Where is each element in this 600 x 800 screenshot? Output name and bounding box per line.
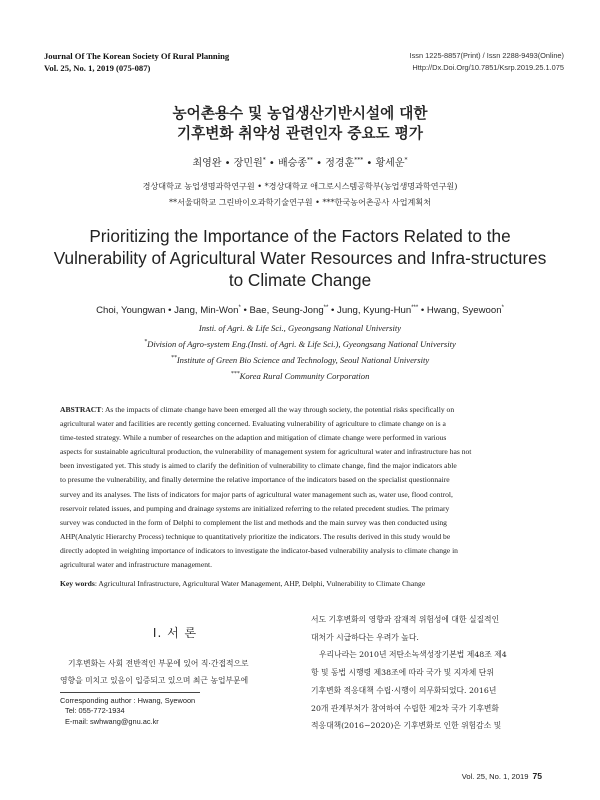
abstract-line-2: time-tested strategy. While a number of researches on the adaption and mitigation of climate change were performed in various [60,433,447,443]
section-title-introduction: I. 서 론 [152,626,198,640]
en-author-2: Jang, Min-Won [174,305,239,316]
en-affil-3-row [0,352,600,368]
english-affiliations [0,320,600,384]
abstract-line-0 [60,403,544,417]
ko-author-5: 황세운 [375,158,405,169]
en-affil-4-mark: *** [230,371,240,378]
issn-doi-block [410,50,564,74]
korean-title-line1: 농어촌용수 및 농업생산기반시설에 대한 [172,105,428,122]
abstract-line-9: AHP(Analytic Hierarchy Process) technique to quantitatively prioritize the indicators. The results derived in this study would be [60,531,451,541]
corresponding-author-name: Corresponding author : Hwang, Syewoon [60,696,196,705]
intro-right-line-2: 우리나라는 2010년 저탄소녹색성장기본법 제48조 제4 [319,650,507,660]
en-author-5-mark: * [501,304,504,311]
keywords-label: Key words [60,579,95,588]
corresponding-author [60,696,195,727]
korean-authors: 최영완 • 장민원* • 배승종** • 정경훈*** • 황세운* [192,156,408,169]
intro-left-column [60,655,292,689]
abstract-line-8: survey was conducted in the form of Delphi to complement the list and methods and the main survey was then conducted using [60,517,447,527]
en-author-4-mark: *** [411,304,419,311]
intro-right-line-4: 기후변화 적응대책 수립·시행이 의무화되었다. 2016년 [311,685,497,695]
doi-link[interactable]: Http://Dx.Doi.Org/10.7851/Ksrp.2019.25.1.075 [412,63,564,72]
en-author-4: Jung, Kyung-Hun [337,305,412,316]
abstract-line-5: to presume the vulnerability, and finally determine the relative importance of the indicators based on the specialist questionnaire [60,475,450,485]
abstract [60,403,544,572]
en-affil-4-row [0,368,600,384]
ko-author-3-mark: ** [306,156,313,164]
abstract-label: ABSTRACT [60,405,102,414]
en-author-1: Choi, Youngwan [96,305,166,316]
intro-left-line-1: 영향을 미치고 있음이 입증되고 있으며 최근 농업부문에 [60,676,249,685]
intro-right-line-1: 대처가 시급하다는 우려가 높다. [311,632,419,642]
en-author-3: Bae, Seung-Jong [249,305,324,316]
en-affil-2-row [0,336,600,352]
intro-right-line-6: 적응대책(2016∼2020)은 기후변화로 인한 위험감소 및 [311,721,502,731]
journal-name: Journal Of The Korean Society Of Rural Planning [44,51,230,61]
abstract-line-7: reservoir related issues, and pumping and drainage systems are initialized referring to the related precedent studies. The primary [60,503,450,513]
english-title-line2: Vulnerability of Agricultural Water Resources and Infra-structures [53,248,547,268]
abstract-line-6: survey and its analyses. The lists of indicators for major parts of agricultural water management such as, water use, flood control, [60,489,453,499]
en-affil-2: Division of Agro-system Eng.(Insti. of Agri. & Life Sci.), Gyeongsang National University [147,339,456,349]
ko-author-3: 배승종 [278,158,307,169]
footnote-divider [60,692,200,693]
abstract-text-0: : As the impacts of climate change have been emerged all the way through society, the potential risks specifically on [101,405,455,414]
abstract-line-11: agricultural water and infrastructure management. [60,560,213,570]
footer-issue: Vol. 25, No. 1, 2019 [461,772,529,781]
english-title [20,225,580,291]
ko-affil-line2: **서울대학교 그린바이오과학기술연구원 • ***한국농어촌공사 사업계획처 [168,197,432,207]
english-title-line3: to Climate Change [228,270,372,290]
en-affil-3-mark: ** [170,355,177,362]
intro-left-line-0: 기후변화는 사회 전반적인 부문에 있어 직·간접적으로 [68,659,249,668]
en-affil-1: Insti. of Agri. & Life Sci., Gyeongsang National University [198,323,402,333]
korean-title-line2: 기후변화 취약성 관련인자 중요도 평가 [177,125,423,142]
corresponding-author-tel: Tel: 055-772-1934 [65,706,125,716]
ko-author-1: 최영완 [192,158,222,169]
korean-affiliations [0,178,600,210]
page-number: 75 [532,771,542,781]
abstract-line-3: aspects for sustainable agricultural production, the vulnerability of management system for agricultural water and infrastructure has not [60,447,472,457]
page-footer [462,771,542,781]
intro-right-line-0: 서도 기후변화의 영향과 잠재적 위험성에 대한 실질적인 [311,615,500,624]
ko-author-4-mark: *** [354,156,364,164]
keywords-text: : Agricultural Infrastructure, Agricultural Water Management, AHP, Delphi, Vulnerability to Climate Change [94,579,426,588]
ko-author-4: 정경훈 [325,158,355,169]
abstract-line-10: directly adopted in weighting importance of indicators to investigate the indicator-based vulnerability analysis to climate change in [60,545,458,555]
journal-volume: Vol. 25, No. 1, 2019 (075-087) [44,63,151,73]
korean-title [0,104,600,144]
issn: Issn 1225-8857(Print) / Issn 2288-9493(Online) [409,51,564,60]
abstract-line-4: been investigated yet. This study is aimed to clarify the definition of vulnerability to climate change, find the major indicators able [60,461,457,471]
english-title-line1: Prioritizing the Importance of the Factors Related to the [89,226,511,246]
en-affil-2-mark: * [144,339,148,346]
intro-right-line-5: 20개 관계부처가 참여하여 수립한 제2차 국가 기후변화 [311,703,499,713]
journal-header [44,50,229,74]
intro-right-line-3: 항 및 동법 시행령 제38조에 따라 국가 및 지자체 단위 [311,668,494,678]
ko-affil-line1: 경상대학교 농업생명과학연구원 • *경상대학교 애그로시스템공학부(농업생명과학연구원) [142,181,458,191]
corresponding-author-email[interactable]: E-mail: swhwang@gnu.ac.kr [65,716,159,726]
abstract-line-1: agricultural water and facilities are recently getting concerned. Evaluating vulnerability of agriculture to climate change on is a [60,419,446,429]
en-author-3-mark: ** [323,304,329,311]
en-author-2-mark: * [238,304,241,311]
ko-author-2: 장민원 [233,158,263,169]
en-affil-3: Institute of Green Bio Science and Technology, Seoul National University [176,355,430,365]
ko-author-5-mark: * [404,156,408,164]
en-affil-4: Korea Rural Community Corporation [239,371,370,381]
keywords [60,578,544,590]
ko-author-2-mark: * [262,156,266,164]
english-authors: Choi, Youngwan • Jang, Min-Won* • Bae, Seung-Jong** • Jung, Kyung-Hun*** • Hwang, Syewoon* [96,304,504,316]
en-author-5: Hwang, Syewoon [426,305,502,316]
intro-right-column [311,611,544,735]
